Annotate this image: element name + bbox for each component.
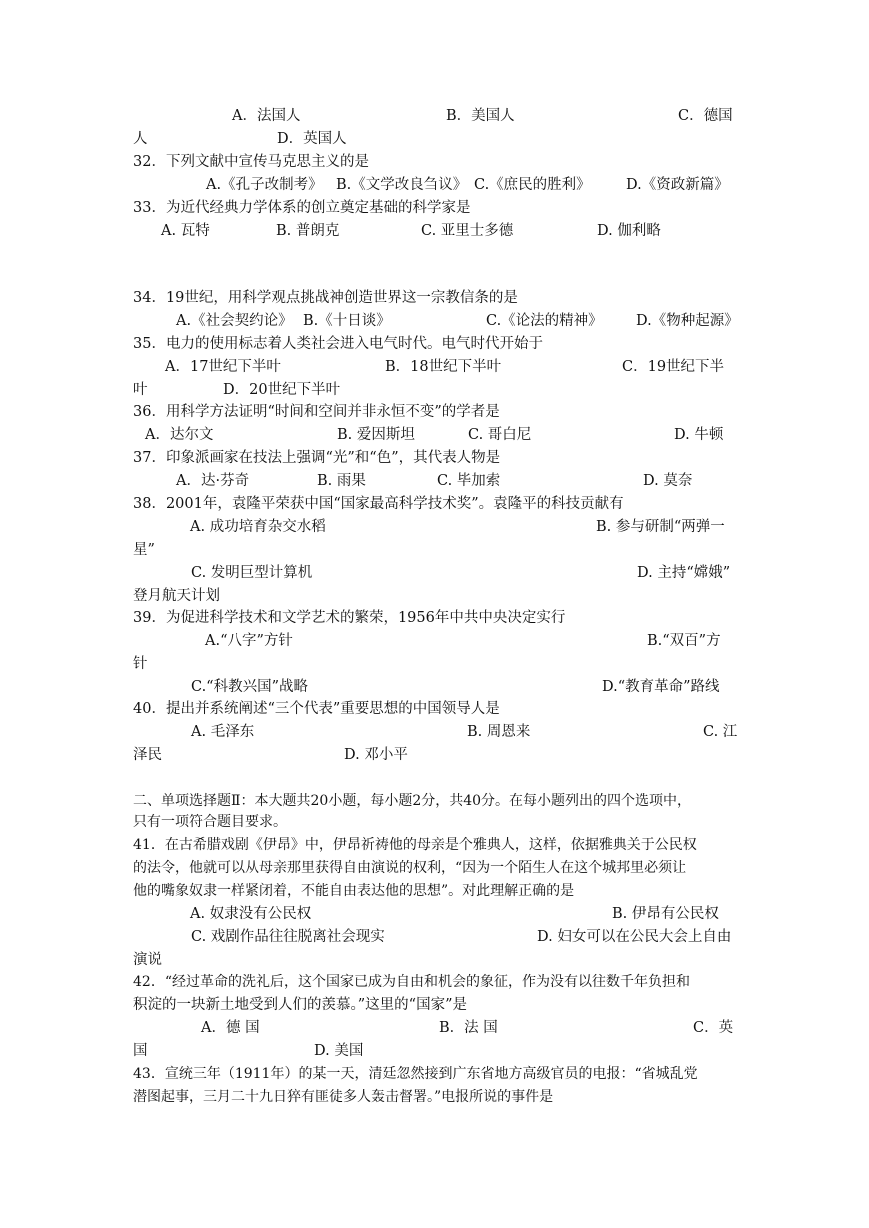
q36-option-b: B. 爱因斯坦 (337, 427, 415, 443)
q42-option-b: B．法 国 (439, 1020, 498, 1036)
q38-stem: 38．2001年，袁隆平荣获中国“国家最高科学技术奖”。袁隆平的科技贡献有 (133, 496, 624, 512)
q40-option-c-wrap: 泽民 (133, 747, 162, 763)
section-2-heading: 二、单项选择题Ⅱ：本大题共20小题，每小题2分，共40分。在每小题列出的四个选项中， (133, 793, 692, 809)
q35-option-d: D．20世纪下半叶 (223, 382, 341, 398)
q31-option-c-wrap: 人 (133, 131, 148, 147)
q39-option-a: A.“八字”方针 (205, 633, 293, 649)
q43-stem-cont: 潜图起事，三月二十九日猝有匪徒多人轰击督署。”电报所说的事件是 (133, 1089, 554, 1105)
q38-option-a: A. 成功培育杂交水稻 (190, 519, 326, 535)
q41-option-d-wrap: 演说 (133, 952, 162, 968)
q38-option-c: C. 发明巨型计算机 (191, 565, 313, 581)
q36-option-c: C. 哥白尼 (468, 427, 532, 443)
q37-option-a: A．达·芬奇 (176, 473, 250, 489)
q36-stem: 36．用科学方法证明“时间和空间并非永恒不变”的学者是 (133, 404, 500, 420)
q32-option-a: A.《孔子改制考》 (206, 177, 323, 193)
q42-stem-cont: 积淀的一块新土地受到人们的羡慕。”这里的“国家”是 (133, 997, 467, 1013)
q38-option-d-wrap: 登月航天计划 (133, 588, 220, 604)
q39-option-b: B.“双百”方 (647, 633, 721, 649)
q43-stem: 43．宣统三年（1911年）的某一天，清廷忽然接到广东省地方高级官员的电报：“省城乱党 (133, 1066, 698, 1082)
q31-option-b: B．美国人 (446, 108, 515, 124)
q41-option-d: D. 妇女可以在公民大会上自由 (537, 929, 732, 945)
q37-stem: 37．印象派画家在技法上强调“光”和“色”，其代表人物是 (133, 450, 501, 466)
q34-option-b: B.《十日谈》 (303, 313, 391, 329)
q40-stem: 40．提出并系统阐述“三个代表”重要思想的中国领导人是 (133, 701, 500, 717)
q42-option-c: C．英 (693, 1020, 734, 1036)
q32-option-b: B.《文学改良刍议》 (336, 177, 468, 193)
q31-option-c: C．德国 (678, 108, 733, 124)
q37-option-c: C. 毕加索 (437, 473, 501, 489)
q40-option-d: D. 邓小平 (344, 747, 408, 763)
q36-option-d: D. 牛顿 (674, 427, 724, 443)
q42-stem: 42．“经过革命的洗礼后，这个国家已成为自由和机会的象征，作为没有以往数千年负担和 (133, 974, 690, 990)
q32-option-c: C.《庶民的胜利》 (474, 177, 591, 193)
q33-stem: 33．为近代经典力学体系的创立奠定基础的科学家是 (133, 200, 471, 216)
q40-option-b: B. 周恩来 (467, 724, 531, 740)
q34-option-c: C.《论法的精神》 (486, 313, 603, 329)
q35-option-c-wrap: 叶 (133, 382, 148, 398)
q35-stem: 35．电力的使用标志着人类社会进入电气时代。电气时代开始于 (133, 336, 543, 352)
q38-option-b-wrap: 星” (133, 542, 155, 558)
q40-option-a: A. 毛泽东 (191, 724, 255, 740)
q34-option-d: D.《物种起源》 (636, 313, 739, 329)
q41-stem-cont-1: 的法令，他就可以从母亲那里获得自由演说的权利，“因为一个陌生人在这个城邦里必须让 (133, 860, 687, 876)
q38-option-b: B. 参与研制“两弹一 (596, 519, 725, 535)
q40-option-c: C. 江 (703, 724, 738, 740)
q41-stem: 41．在古希腊戏剧《伊昂》中，伊昂祈祷他的母亲是个雅典人，这样，依据雅典关于公民权 (133, 837, 697, 853)
q33-option-b: B. 普朗克 (276, 223, 340, 239)
q34-stem: 34．19世纪，用科学观点挑战神创造世界这一宗教信条的是 (133, 290, 518, 306)
q35-option-c: C．19世纪下半 (622, 359, 725, 375)
q42-option-c-wrap: 国 (133, 1043, 148, 1059)
q37-option-b: B. 雨果 (317, 473, 366, 489)
q39-stem: 39．为促进科学技术和文学艺术的繁荣，1956年中共中央决定实行 (133, 610, 566, 626)
q39-option-d: D.“教育革命”路线 (602, 679, 720, 695)
q33-option-d: D. 伽利略 (597, 223, 661, 239)
section-2-heading-cont: 只有一项符合题目要求。 (133, 814, 287, 830)
q42-option-a: A．德 国 (201, 1020, 260, 1036)
q38-option-d: D. 主持“嫦娥” (637, 565, 731, 581)
q37-option-d: D. 莫奈 (643, 473, 693, 489)
q35-option-a: A．17世纪下半叶 (165, 359, 281, 375)
q32-stem: 32．下列文献中宣传马克思主义的是 (133, 154, 369, 170)
q33-option-a: A. 瓦特 (161, 223, 210, 239)
q41-option-b: B. 伊昂有公民权 (612, 906, 719, 922)
q36-option-a: A．达尔文 (145, 427, 214, 443)
q41-option-a: A. 奴隶没有公民权 (190, 906, 312, 922)
q31-option-a: A．法国人 (232, 108, 301, 124)
q34-option-a: A.《社会契约论》 (176, 313, 293, 329)
q39-option-b-wrap: 针 (133, 656, 148, 672)
q41-option-c: C. 戏剧作品往往脱离社会现实 (191, 929, 385, 945)
q35-option-b: B．18世纪下半叶 (385, 359, 502, 375)
q42-option-d: D. 美国 (314, 1043, 364, 1059)
q31-option-d: D．英国人 (277, 131, 347, 147)
q33-option-c: C. 亚里士多德 (421, 223, 514, 239)
q41-stem-cont-2: 他的嘴象奴隶一样紧闭着，不能自由表达他的思想”。对此理解正确的是 (133, 883, 575, 899)
q39-option-c: C.“科教兴国”战略 (191, 679, 309, 695)
q32-option-d: D.《资政新篇》 (626, 177, 729, 193)
